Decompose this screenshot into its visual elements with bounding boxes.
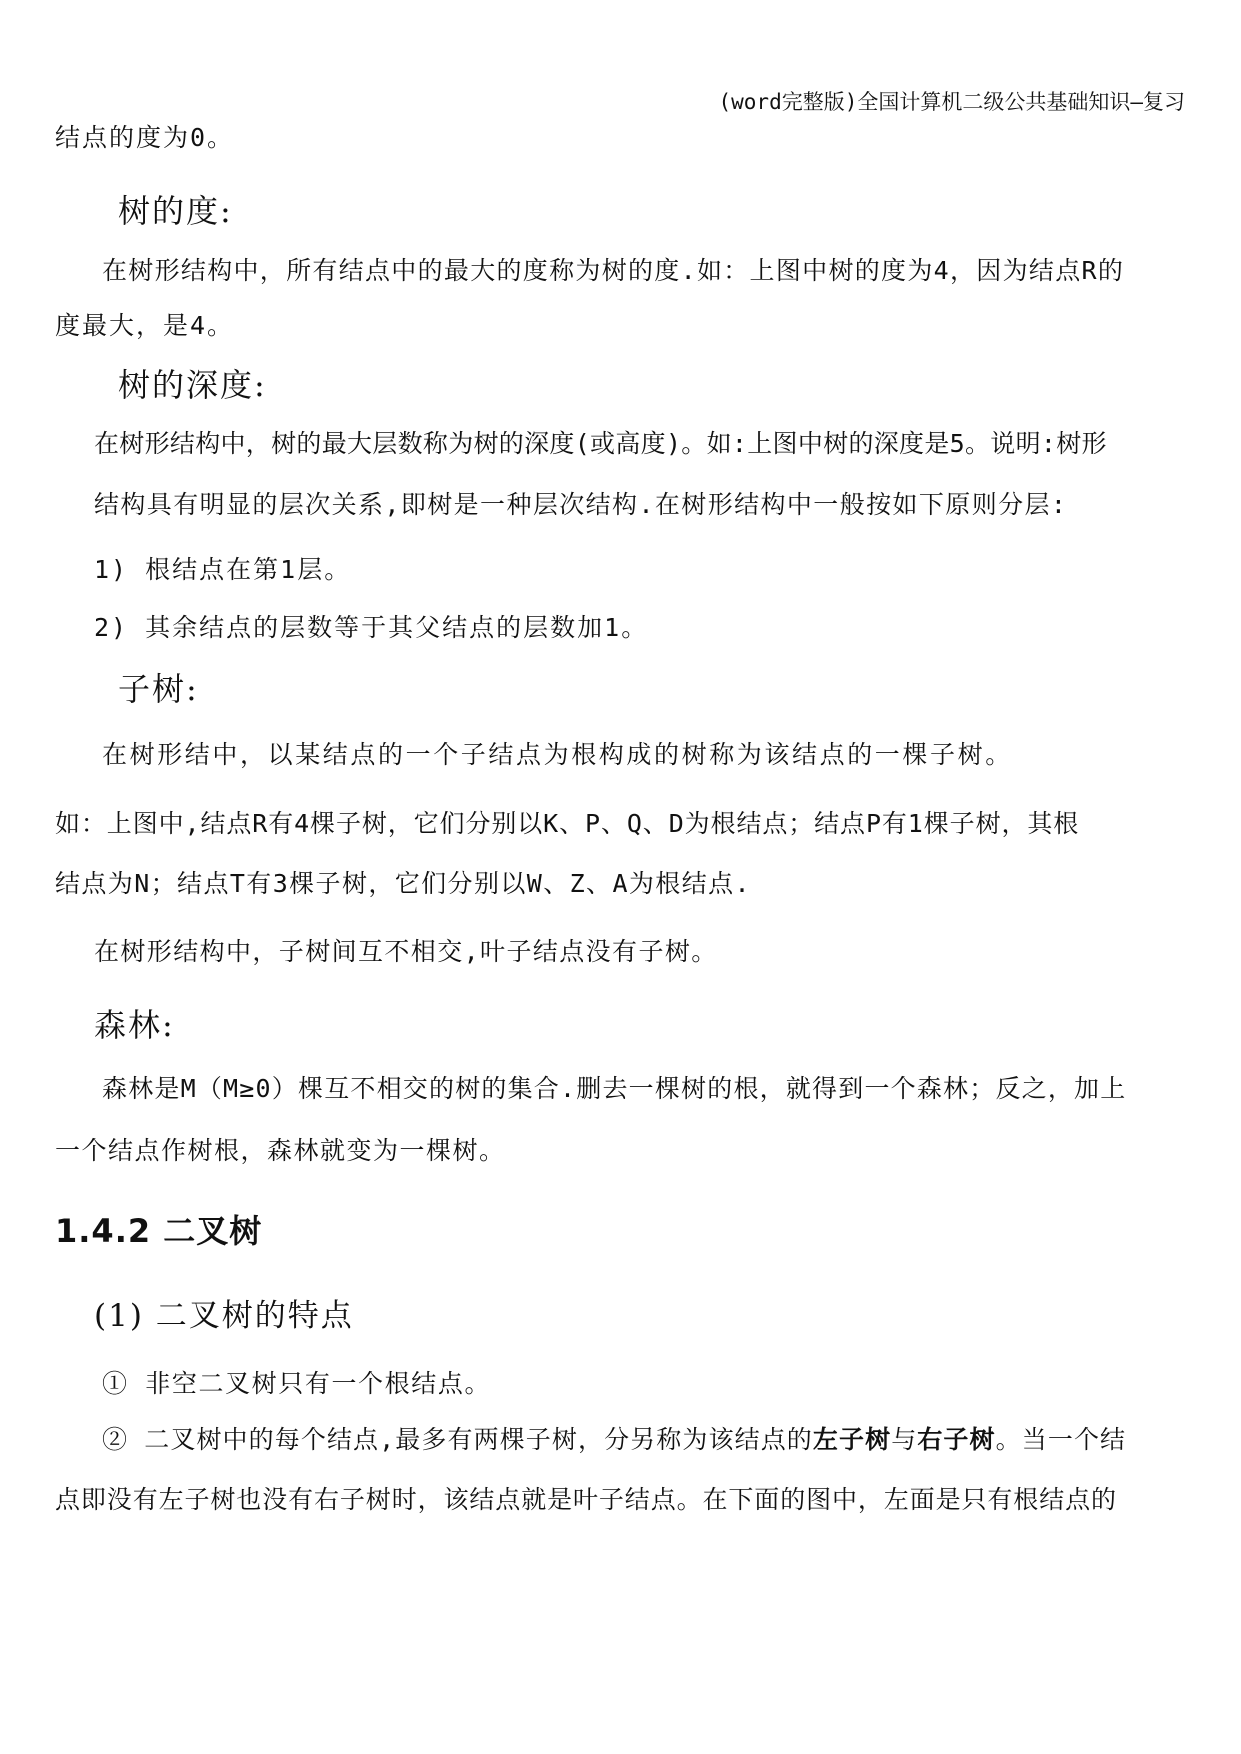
- page-header: (word完整版)全国计算机二级公共基础知识—复习: [718, 90, 1185, 114]
- paragraph-line: 结点为N；结点T有3棵子树，它们分别以W、Z、A为根结点.: [55, 869, 751, 898]
- point-2-prefix: ② 二叉树中的每个结点,最多有两棵子树，分另称为该结点的: [102, 1425, 813, 1454]
- list-item: 1) 根结点在第1层。: [94, 555, 352, 584]
- paragraph-line: 一个结点作树根，森林就变为一棵树。: [55, 1136, 506, 1165]
- subsection-title: (1) 二叉树的特点: [94, 1298, 354, 1334]
- section-title: 1.4.2 二叉树: [55, 1212, 263, 1250]
- paragraph-line: 如：上图中,结点R有4棵子树，它们分别以K、P、Q、D为根结点；结点P有1棵子树，其根: [55, 809, 1080, 838]
- heading-tree-degree: 树的度:: [118, 192, 233, 230]
- list-item: ① 非空二叉树只有一个根结点。: [102, 1369, 492, 1398]
- paragraph-line: 结构具有明显的层次关系,即树是一种层次结构.在树形结构中一般按如下原则分层:: [94, 490, 1068, 519]
- paragraph-line: 点即没有左子树也没有右子树时，该结点就是叶子结点。在下面的图中，左面是只有根结点的: [55, 1485, 1117, 1514]
- list-item: [102, 1420, 1126, 1456]
- paragraph-line: 在树形结中，以某结点的一个子结点为根构成的树称为该结点的一棵子树。: [102, 740, 1013, 769]
- paragraph-line: 结点的度为0。: [55, 123, 235, 152]
- paragraph-line: 在树形结构中，所有结点中的最大的度称为树的度.如：上图中树的度为4，因为结点R的: [102, 256, 1125, 285]
- list-item: 2) 其余结点的层数等于其父结点的层数加1。: [94, 613, 649, 642]
- term-left-subtree: 左子树: [812, 1425, 892, 1454]
- heading-forest: 森林:: [94, 1006, 175, 1044]
- heading-subtree: 子树:: [118, 670, 199, 708]
- point-2-and: 与: [891, 1425, 918, 1454]
- paragraph-line: 森林是M（M≥0）棵互不相交的树的集合.删去一棵树的根，就得到一个森林；反之，加上: [102, 1074, 1127, 1103]
- paragraph-line: 度最大，是4。: [55, 311, 235, 340]
- point-2-suffix: 。当一个结: [995, 1425, 1127, 1454]
- term-right-subtree: 右子树: [917, 1425, 996, 1454]
- paragraph-line: 在树形结构中，树的最大层数称为树的深度(或高度)。如:上图中树的深度是5。说明:树形: [94, 429, 1107, 458]
- heading-tree-depth: 树的深度:: [118, 366, 267, 404]
- paragraph-line: 在树形结构中，子树间互不相交,叶子结点没有子树。: [94, 937, 718, 966]
